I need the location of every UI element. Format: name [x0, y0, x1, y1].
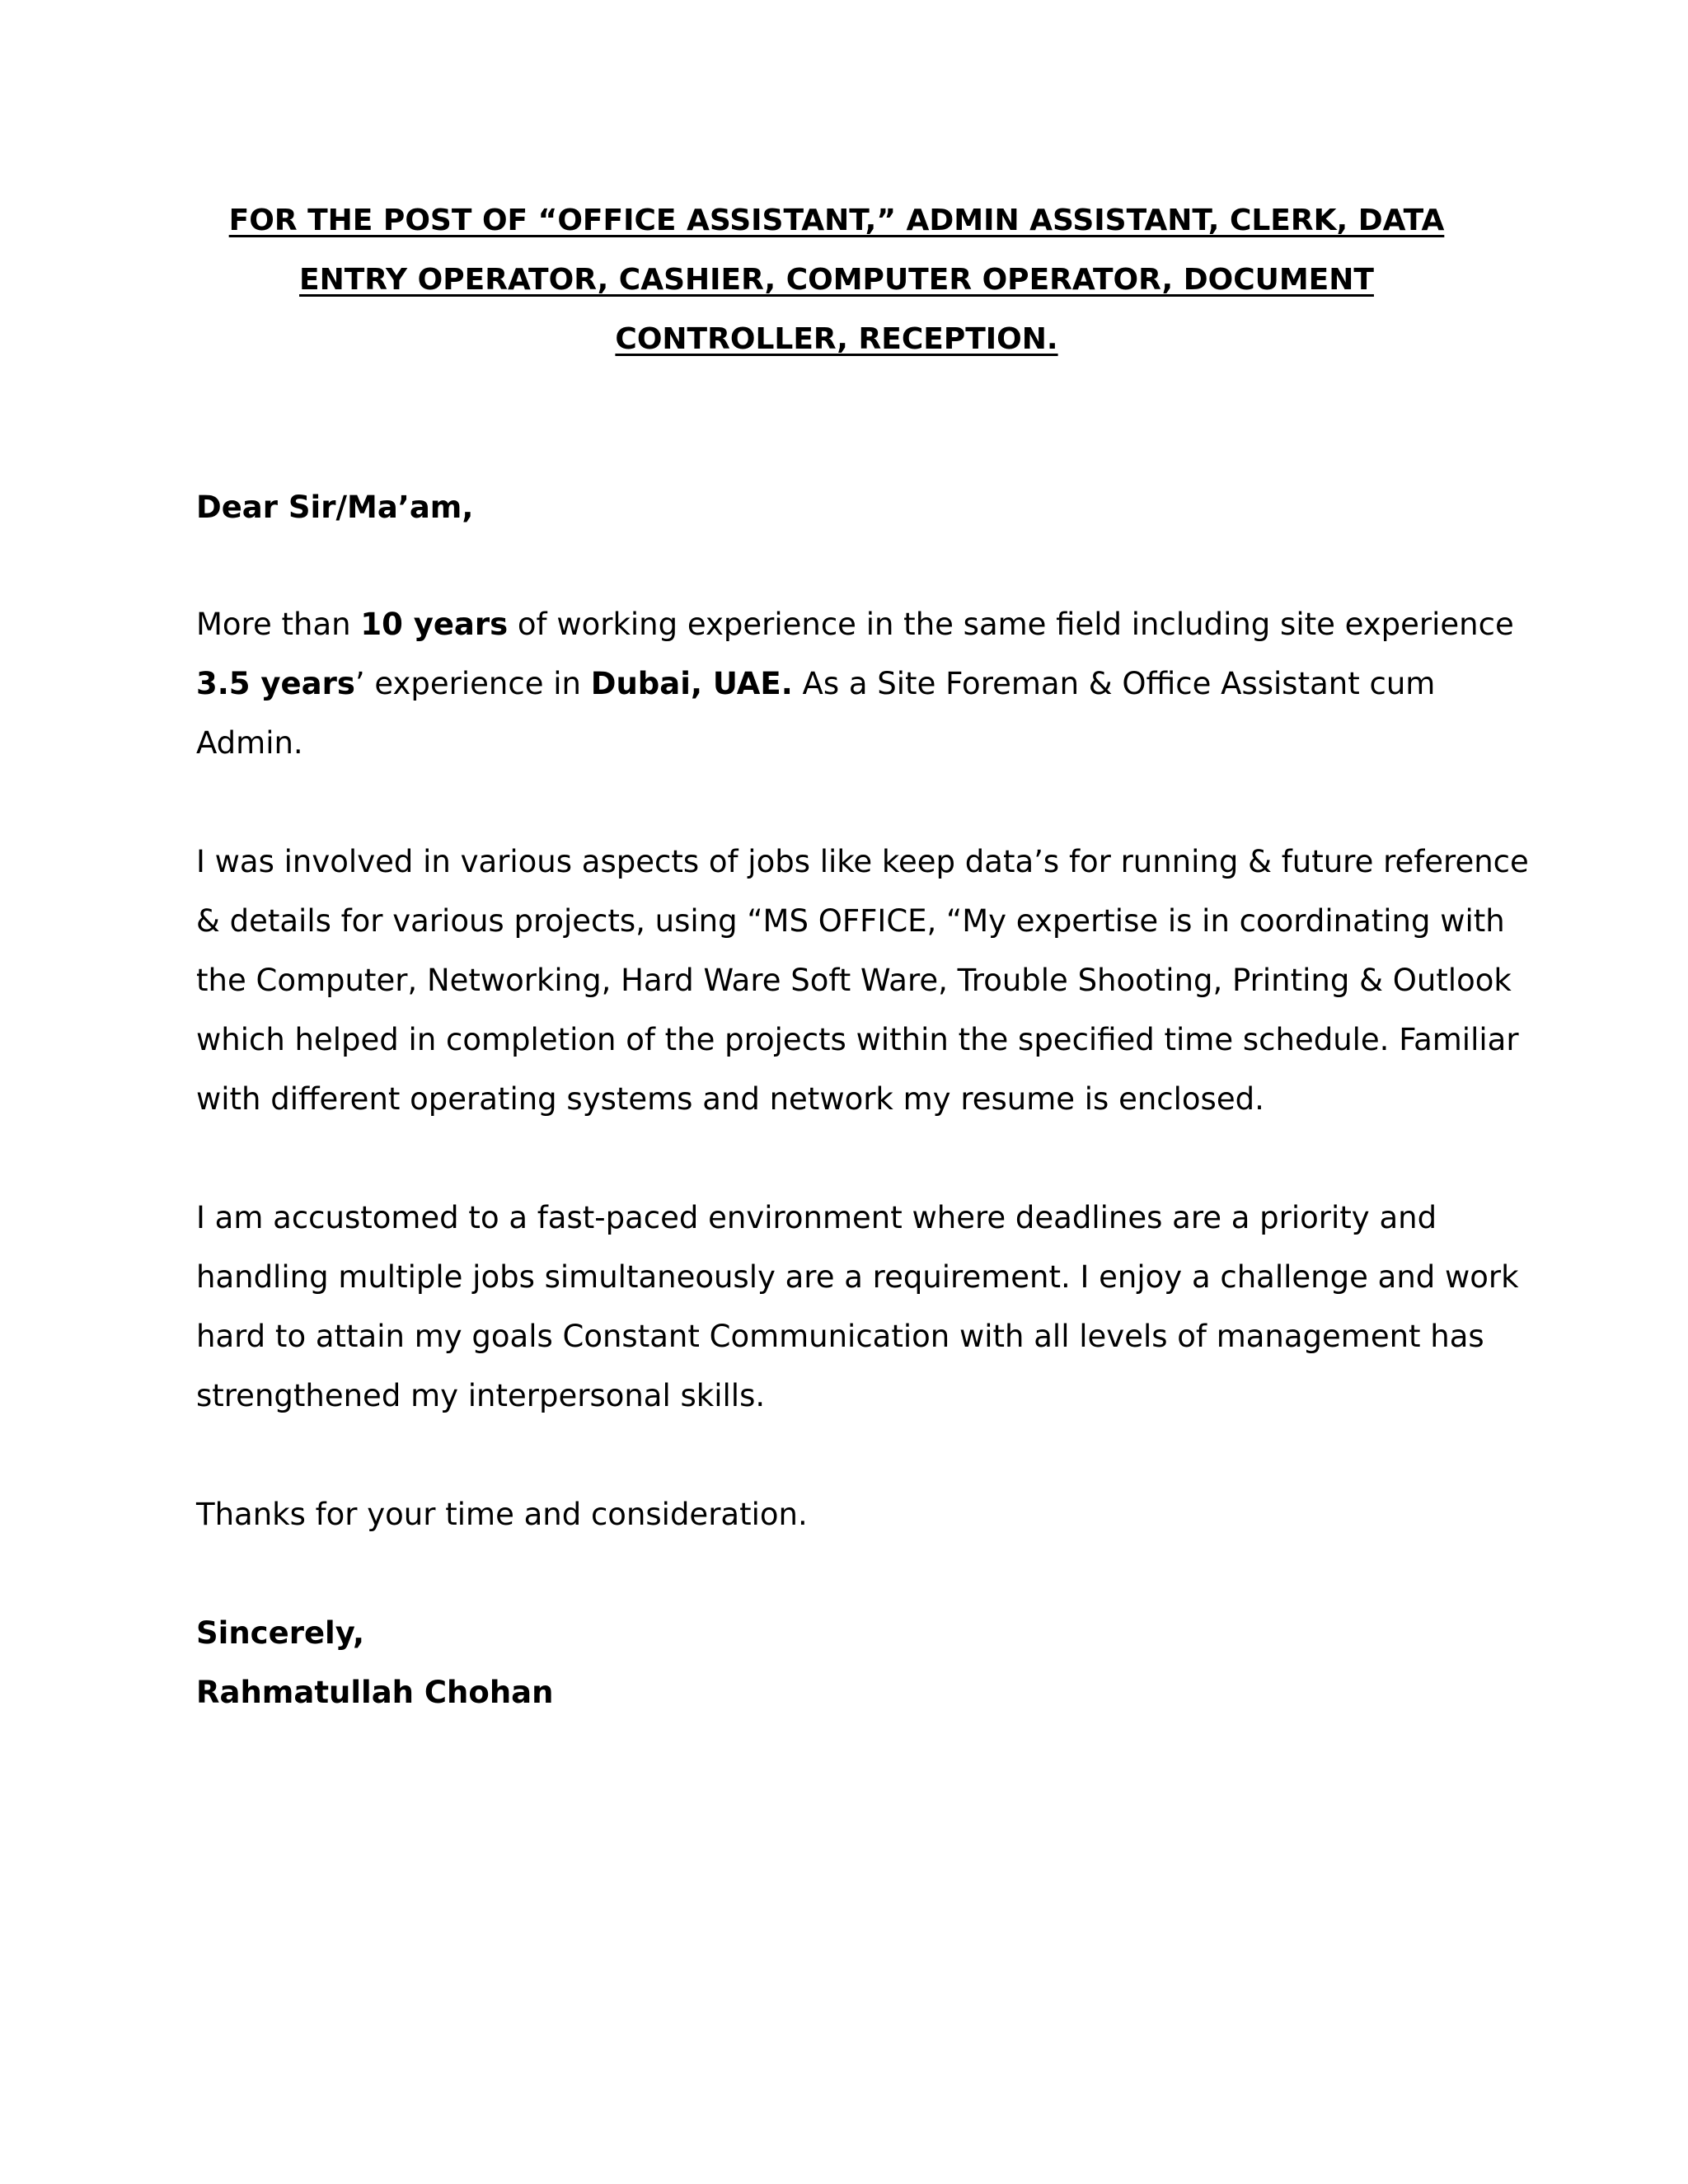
paragraph-thanks: Thanks for your time and consideration. — [196, 1497, 808, 1532]
paragraph-line: the Computer, Networking, Hard Ware Soft Ware, Trouble Shooting, Printing & Outlook — [196, 963, 1512, 998]
paragraph-environment — [196, 1188, 1519, 1426]
paragraph-line: & details for various projects, using “MS OFFICE, “My expertise is in coordinating with — [196, 903, 1505, 939]
paragraph-line: strengthened my interpersonal skills. — [196, 1378, 766, 1413]
heading-line-1: FOR THE POST OF “OFFICE ASSISTANT,” ADMIN ASSISTANT, CLERK, DATA — [228, 204, 1445, 237]
paragraph-line — [196, 654, 1498, 714]
paragraph-line: handling multiple jobs simultaneously are a requirement. I enjoy a challenge and work — [196, 1259, 1519, 1295]
heading-line-2: ENTRY OPERATOR, CASHIER, COMPUTER OPERATOR, DOCUMENT — [299, 263, 1374, 297]
letter-heading — [190, 191, 1484, 369]
paragraph-line: Admin. — [196, 725, 303, 761]
text-run: More than — [196, 607, 361, 642]
paragraph-line: hard to attain my goals Constant Communication with all levels of management has — [196, 1319, 1484, 1354]
valediction: Sincerely, — [196, 1615, 365, 1651]
text-run: As a Site Foreman & Office Assistant cum — [792, 666, 1436, 701]
paragraph-line: with different operating systems and network my resume is enclosed. — [196, 1081, 1264, 1117]
text-run-bold: Dubai, UAE. — [590, 666, 793, 701]
paragraph-line: which helped in completion of the projects within the specified time schedule. Familiar — [196, 1022, 1519, 1057]
paragraph-experience — [196, 595, 1514, 773]
text-run: of working experience in the same field including site experience — [508, 607, 1514, 642]
salutation: Dear Sir/Ma’am, — [196, 490, 474, 525]
paragraph-line: I was involved in various aspects of jobs like keep data’s for running & future reference — [196, 844, 1529, 879]
heading-line-3: CONTROLLER, RECEPTION. — [615, 322, 1058, 356]
paragraph-line: I am accustomed to a fast-paced environment where deadlines are a priority and — [196, 1200, 1437, 1235]
signature-name: Rahmatullah Chohan — [196, 1675, 554, 1710]
paragraph-line — [196, 595, 1514, 654]
text-run-bold: 10 years — [360, 607, 509, 642]
text-run: ’ experience in — [354, 666, 591, 701]
text-run-bold: 3.5 years — [196, 666, 355, 701]
paragraph-skills — [196, 832, 1529, 1129]
letter-closing — [196, 1604, 1498, 1722]
